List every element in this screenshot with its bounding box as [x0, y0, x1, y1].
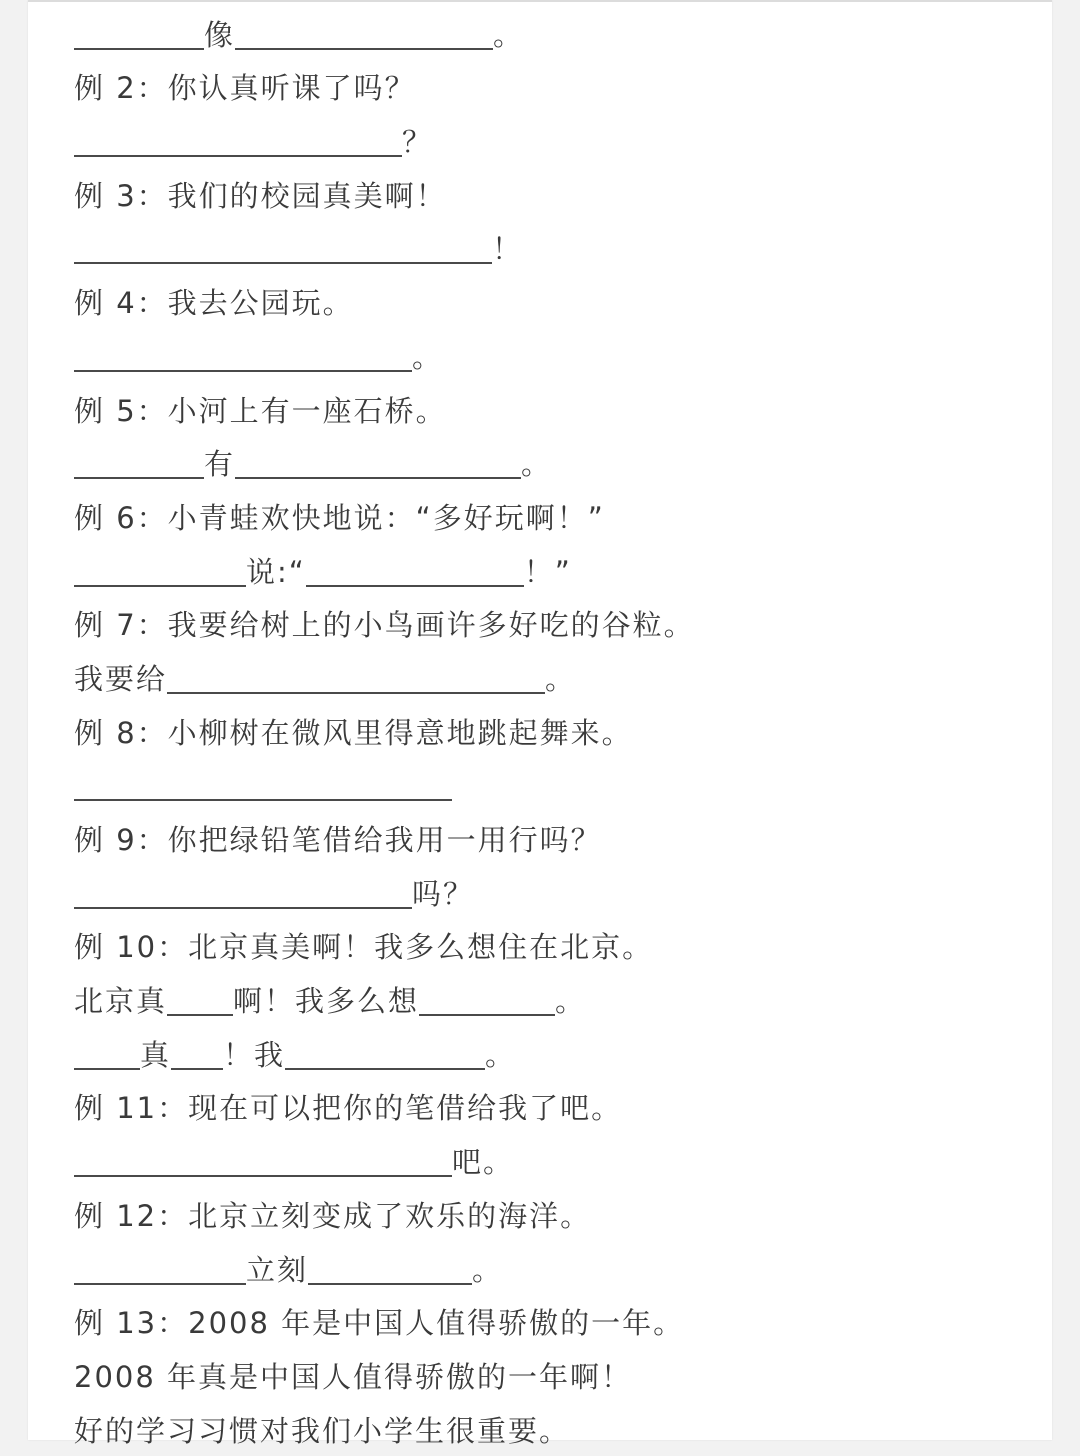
- answer-blank[interactable]: [235, 476, 521, 479]
- sentence-text: 好的学习习惯对我们小学生很重要。: [74, 1413, 571, 1448]
- sentence-text: 2008 年真是中国人值得骄傲的一年啊！: [74, 1359, 633, 1394]
- example-sentence: 我去公园玩。: [167, 286, 354, 321]
- example-label: 例 2：: [74, 71, 168, 106]
- example-label: 例 6：: [74, 500, 168, 535]
- example-label: 例 3：: [74, 178, 168, 213]
- answer-text: 。: [472, 1252, 504, 1287]
- answer-text: ！: [492, 232, 524, 267]
- example-label: 例 10：: [74, 930, 189, 965]
- example-sentence: 北京立刻变成了欢乐的海洋。: [188, 1198, 592, 1233]
- example-line: [74, 1295, 1034, 1349]
- example-line: [74, 597, 1034, 651]
- example-label: 例 8：: [74, 715, 168, 750]
- answer-text: 说:“: [246, 554, 306, 589]
- example-sentence: 小柳树在微风里得意地跳起舞来。: [167, 715, 633, 750]
- answer-line: [74, 758, 1034, 812]
- answer-blank[interactable]: [285, 1067, 485, 1070]
- answer-blank[interactable]: [74, 798, 452, 801]
- answer-line: [74, 328, 1034, 382]
- answer-line: [74, 1026, 1034, 1080]
- example-line: [74, 382, 1034, 436]
- answer-blank[interactable]: [74, 476, 204, 479]
- example-sentence: 北京真美啊！我多么想住在北京。: [188, 930, 654, 965]
- example-label: 例 5：: [74, 393, 168, 428]
- sentence-line: [74, 1402, 1034, 1456]
- top-divider: [28, 0, 1052, 2]
- answer-blank[interactable]: [74, 261, 492, 264]
- answer-blank[interactable]: [171, 1067, 223, 1070]
- answer-line: [74, 972, 1034, 1026]
- example-line: [74, 704, 1034, 758]
- answer-text: 。: [545, 661, 577, 696]
- example-label: 例 11：: [74, 1091, 189, 1126]
- example-sentence: 小青蛙欢快地说：“多好玩啊！”: [167, 500, 605, 535]
- sentence-line: [74, 1348, 1034, 1402]
- answer-text: ！”: [523, 554, 572, 589]
- answer-text: 吗？: [412, 876, 475, 911]
- example-sentence: 现在可以把你的笔借给我了吧。: [188, 1091, 623, 1126]
- example-line: [74, 1187, 1034, 1241]
- answer-text: 啊！我多么想: [233, 984, 420, 1019]
- answer-text: 立刻: [246, 1252, 309, 1287]
- answer-text: 我要给: [74, 661, 168, 696]
- example-line: [74, 60, 1034, 114]
- example-sentence: 我要给树上的小鸟画许多好吃的谷粒。: [167, 608, 695, 643]
- answer-blank[interactable]: [74, 584, 246, 587]
- answer-blank[interactable]: [74, 906, 412, 909]
- example-label: 例 4：: [74, 286, 168, 321]
- answer-line: [74, 221, 1034, 275]
- example-sentence: 2008 年是中国人值得骄傲的一年。: [188, 1306, 685, 1341]
- answer-text: 吧。: [452, 1145, 515, 1180]
- example-label: 例 7：: [74, 608, 168, 643]
- answer-text: 。: [521, 447, 553, 482]
- answer-text: 北京真: [74, 984, 168, 1019]
- answer-text: 有: [204, 447, 236, 482]
- answer-blank[interactable]: [74, 1067, 140, 1070]
- answer-line: [74, 113, 1034, 167]
- answer-text: 。: [485, 1037, 517, 1072]
- answer-text: 。: [412, 339, 444, 374]
- answer-line: [74, 1133, 1034, 1187]
- answer-blank[interactable]: [74, 1174, 452, 1177]
- example-line: [74, 919, 1034, 973]
- answer-line: [74, 543, 1034, 597]
- example-line: [74, 274, 1034, 328]
- answer-blank[interactable]: [74, 154, 402, 157]
- worksheet-page: [28, 0, 1052, 1448]
- example-label: 例 9：: [74, 823, 168, 857]
- answer-line: [74, 650, 1034, 704]
- answer-blank[interactable]: [306, 584, 524, 587]
- example-line: [74, 167, 1034, 221]
- example-line: [74, 1080, 1034, 1134]
- answer-blank[interactable]: [419, 1013, 555, 1016]
- answer-blank[interactable]: [74, 369, 412, 372]
- answer-blank[interactable]: [308, 1282, 472, 1285]
- answer-text: 像: [204, 17, 236, 52]
- answer-line: [74, 436, 1034, 490]
- example-label: 例 12：: [74, 1198, 189, 1233]
- answer-text: 。: [493, 17, 525, 52]
- answer-blank[interactable]: [167, 691, 545, 694]
- example-sentence: 你把绿铅笔借给我用一用行吗？: [167, 823, 602, 857]
- example-line: [74, 489, 1034, 543]
- answer-line: [74, 865, 1034, 919]
- example-sentence: 你认真听课了吗？: [167, 71, 416, 106]
- answer-blank[interactable]: [235, 47, 493, 50]
- answer-blank[interactable]: [167, 1013, 233, 1016]
- example-sentence: 小河上有一座石桥。: [167, 393, 447, 428]
- answer-blank[interactable]: [74, 47, 204, 50]
- answer-text: ！我: [223, 1037, 286, 1072]
- answer-blank[interactable]: [74, 1282, 246, 1285]
- example-label: 例 13：: [74, 1306, 189, 1341]
- exercise-list: [74, 6, 1034, 1456]
- answer-text: ？: [402, 125, 434, 160]
- answer-text: 真: [140, 1037, 172, 1072]
- answer-line: [74, 6, 1034, 60]
- answer-text: 。: [555, 984, 587, 1019]
- example-line: [74, 811, 1034, 865]
- example-sentence: 我们的校园真美啊！: [167, 178, 447, 213]
- answer-line: [74, 1241, 1034, 1295]
